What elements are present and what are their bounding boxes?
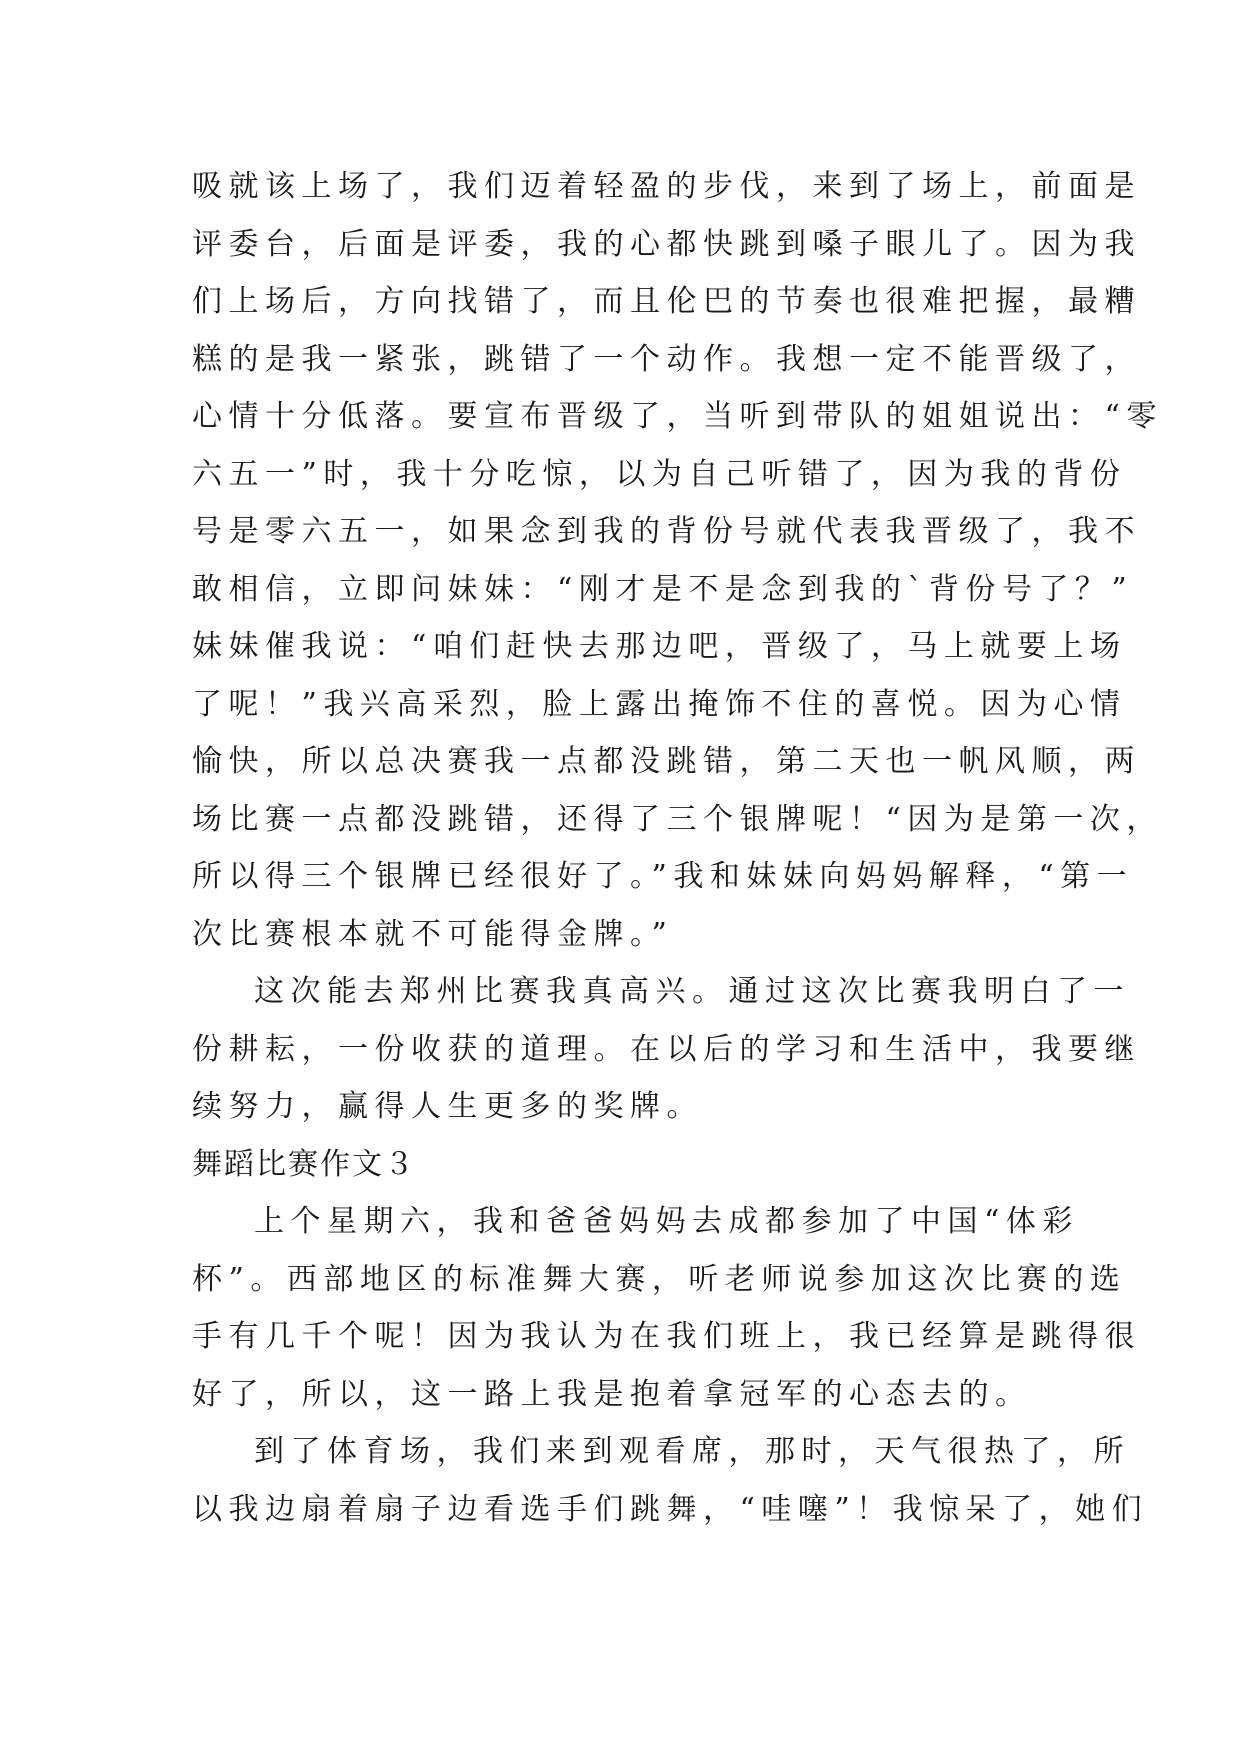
paragraph-2	[192, 963, 1141, 1136]
text-line: 敢相信，立即问妹妹：“刚才是不是念到我的`背份号了？”	[192, 571, 1134, 607]
text-line: 了呢！”我兴高采烈，脸上露出掩饰不住的喜悦。因为心情	[192, 686, 1127, 722]
text-line: 续努力，赢得人生更多的奖牌。	[192, 1089, 703, 1124]
text-line: 糕的是我一紧张，跳错了一个动作。我想一定不能晋级了，	[192, 341, 1141, 377]
text-line: 杯”。西部地区的标准舞大赛，听老师说参加这次比赛的选	[192, 1261, 1127, 1297]
text-line: 六五一”时，我十分吃惊，以为自己听错了，因为我的背份	[192, 456, 1127, 492]
text-line: 好了，所以，这一路上我是抱着拿冠军的心态去的。	[192, 1376, 1032, 1412]
paragraph-3	[192, 1193, 1141, 1423]
essay-body	[192, 158, 1163, 1538]
text-line: 手有几千个呢！因为我认为在我们班上，我已经算是跳得很	[192, 1319, 1141, 1354]
text-line: 到了体育场，我们来到观看席，那时，天气很热了，所	[254, 1434, 1130, 1469]
text-line: 心情十分低落。要宣布晋级了，当听到带队的姐姐说出：“零	[192, 399, 1163, 434]
text-line: 吸就该上场了，我们迈着轻盈的步伐，来到了场上，前面是	[192, 169, 1141, 204]
paragraph-4	[192, 1423, 1149, 1538]
text-line: 次比赛根本就不可能得金牌。”	[192, 916, 674, 952]
text-line: 这次能去郑州比赛我真高兴。通过这次比赛我明白了一	[254, 974, 1130, 1009]
text-line: 场比赛一点都没跳错，还得了三个银牌呢！“因为是第一次，	[192, 801, 1163, 837]
text-line: 们上场后，方向找错了，而且伦巴的节奏也很难把握，最糟	[192, 284, 1141, 319]
paragraph-1	[192, 158, 1163, 963]
text-line: 评委台，后面是评委，我的心都快跳到嗓子眼儿了。因为我	[192, 226, 1141, 262]
text-line: 以我边扇着扇子边看选手们跳舞，“哇噻”！我惊呆了，她们	[192, 1491, 1149, 1527]
text-line: 妹妹催我说：“咱们赶快去那边吧，晋级了，马上就要上场	[192, 629, 1127, 664]
section-heading: 舞蹈比赛作文３	[192, 1146, 416, 1182]
text-line: 所以得三个银牌已经很好了。”我和妹妹向妈妈解释，“第一	[192, 859, 1134, 894]
text-line: 愉快，所以总决赛我一点都没跳错，第二天也一帆风顺，两	[192, 744, 1141, 779]
text-line: 份耕耘，一份收获的道理。在以后的学习和生活中，我要继	[192, 1031, 1141, 1067]
text-line: 上个星期六，我和爸爸妈妈去成都参加了中国“体彩	[254, 1204, 1079, 1239]
text-line: 号是零六五一，如果念到我的背份号就代表我晋级了，我不	[192, 514, 1141, 549]
